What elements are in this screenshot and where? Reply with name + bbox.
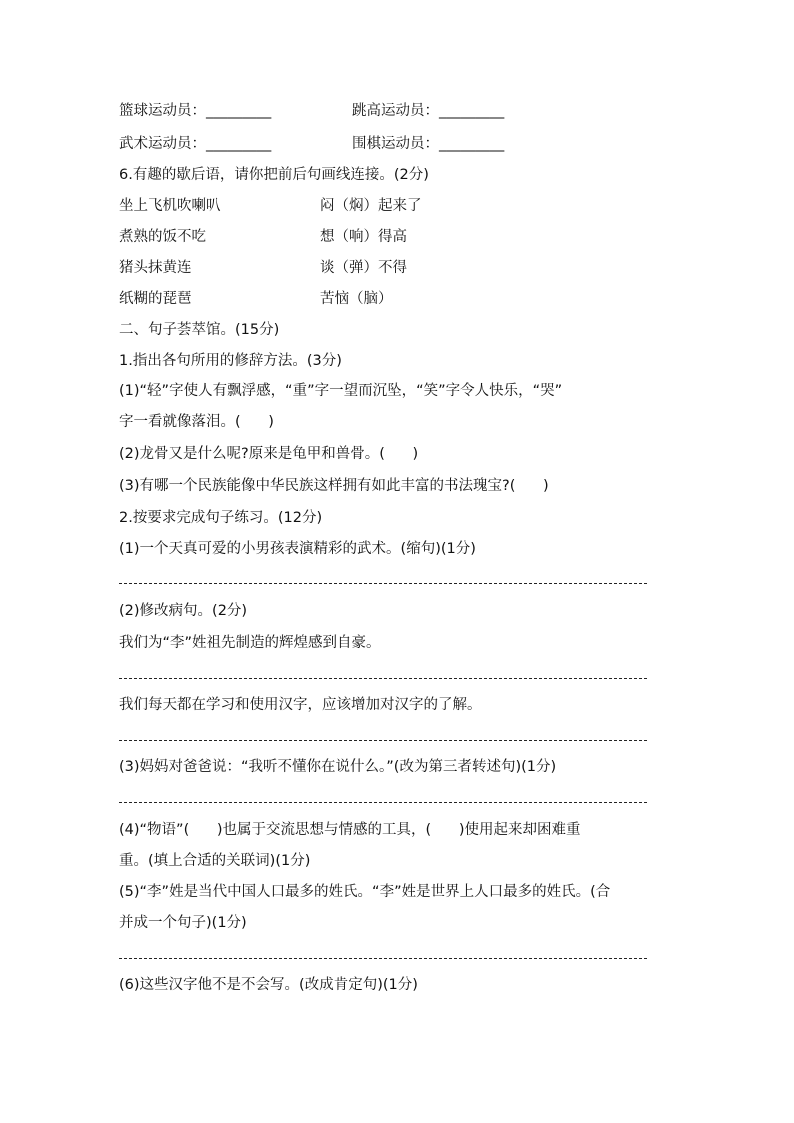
answer-line[interactable] <box>119 802 647 803</box>
answer-line[interactable] <box>119 678 647 679</box>
question-2-2-sentence-a: 我们为“李”姓祖先制造的辉煌感到自豪。 <box>119 635 381 651</box>
martial-arts-athlete-blank: 武术运动员：_________ <box>119 136 272 152</box>
question-2-2: (2)修改病句。(2分) <box>119 603 248 619</box>
question-2-5-line-a: (5)“李”姓是当代中国人口最多的姓氏。“李”姓是世界上人口最多的姓氏。(合 <box>119 884 611 900</box>
idiom-right-2: 想（响）得高 <box>320 229 407 245</box>
idiom-left-2: 煮熟的饭不吃 <box>119 229 206 245</box>
idiom-right-4: 苦恼（脑） <box>320 291 393 307</box>
question-6-heading: 6.有趣的歇后语，请你把前后句画线连接。(2分) <box>119 167 429 183</box>
answer-line[interactable] <box>119 740 647 741</box>
question-2-4-line-a: (4)“物语”( )也属于交流思想与情感的工具，( )使用起来却困难重 <box>119 822 581 838</box>
idiom-right-3: 谈（弹）不得 <box>320 260 407 276</box>
question-1-heading: 1.指出各句所用的修辞方法。(3分) <box>119 353 342 369</box>
question-2-2-sentence-b: 我们每天都在学习和使用汉字，应该增加对汉字的了解。 <box>119 697 482 713</box>
question-2-heading: 2.按要求完成句子练习。(12分) <box>119 510 323 526</box>
question-2-1: (1)一个天真可爱的小男孩表演精彩的武术。(缩句)(1分) <box>119 541 476 557</box>
idiom-left-3: 猪头抹黄连 <box>119 260 192 276</box>
idiom-left-4: 纸糊的琵琶 <box>119 291 192 307</box>
question-1-1-line-a: (1)“轻”字使人有飘浮感，“重”字一望而沉坠，“笑”字令人快乐，“哭” <box>119 383 563 399</box>
answer-line[interactable] <box>119 583 647 584</box>
basketball-athlete-blank: 篮球运动员：_________ <box>119 103 272 119</box>
question-2-6: (6)这些汉字他不是不会写。(改成肯定句)(1分) <box>119 977 418 993</box>
high-jump-athlete-blank: 跳高运动员：_________ <box>352 103 505 119</box>
idiom-left-1: 坐上飞机吹喇叭 <box>119 198 221 214</box>
idiom-right-1: 闷（焖）起来了 <box>320 198 422 214</box>
question-2-5-line-b: 并成一个句子)(1分) <box>119 915 247 931</box>
question-2-3: (3)妈妈对爸爸说：“我听不懂你在说什么。”(改为第三者转述句)(1分) <box>119 759 557 775</box>
answer-line[interactable] <box>119 958 647 959</box>
question-1-2: (2)龙骨又是什么呢?原来是龟甲和兽骨。( ) <box>119 446 419 462</box>
section-2-heading: 二、句子荟萃馆。(15分) <box>119 322 280 338</box>
question-2-4-line-b: 重。(填上合适的关联词)(1分) <box>119 853 311 869</box>
question-1-1-line-b: 字一看就像落泪。( ) <box>119 414 274 430</box>
go-athlete-blank: 围棋运动员：_________ <box>352 136 505 152</box>
question-1-3: (3)有哪一个民族能像中华民族这样拥有如此丰富的书法瑰宝?( ) <box>119 478 549 494</box>
